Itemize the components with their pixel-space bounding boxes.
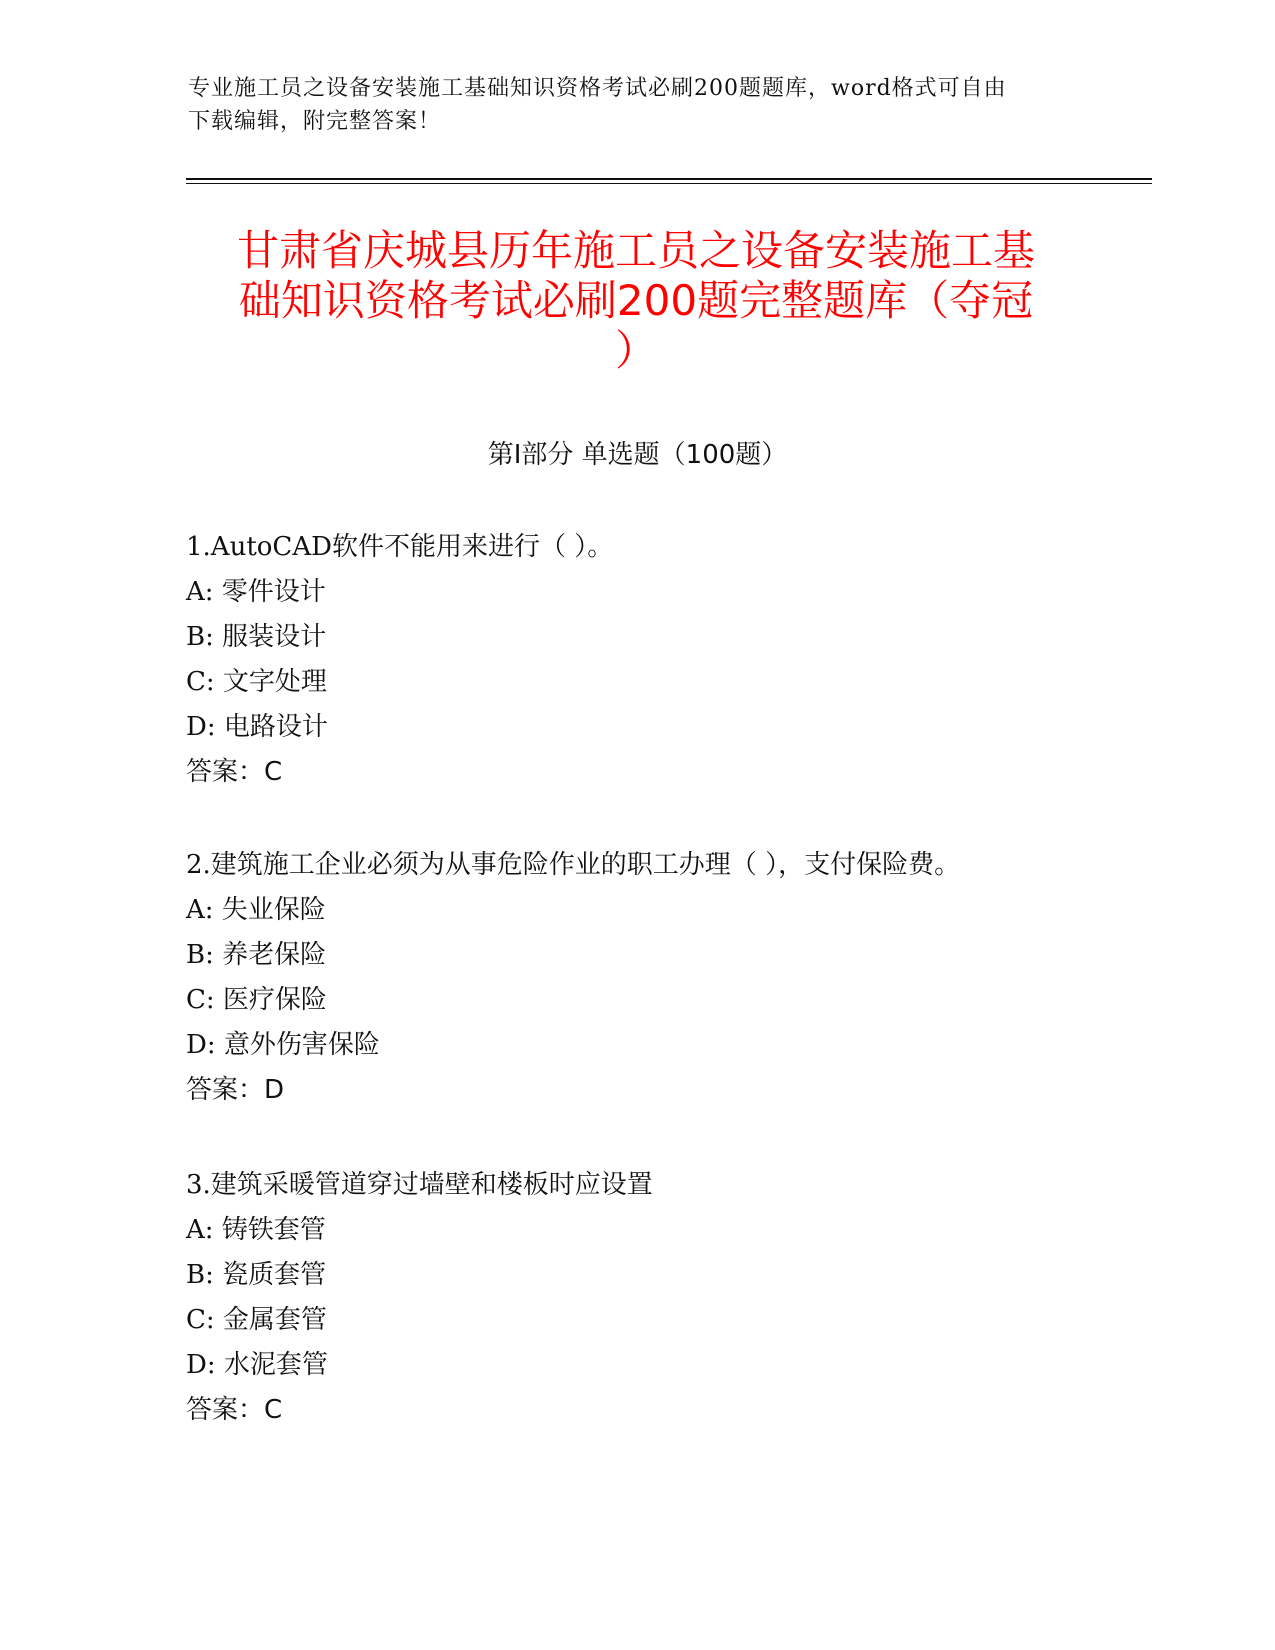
option-b: B: 服装设计 — [186, 622, 327, 652]
header-divider-thick — [186, 178, 1152, 180]
title-line-1: 甘肃省庆城县历年施工员之设备安装施工基 — [236, 226, 1035, 275]
intro-line-2: 下载编辑，附完整答案！ — [188, 109, 442, 134]
intro-text — [188, 72, 1068, 138]
answer: 答案：D — [186, 1075, 285, 1105]
option-c: C: 医疗保险 — [186, 985, 327, 1015]
option-a: A: 失业保险 — [186, 895, 326, 925]
question-stem: 1.AutoCAD软件不能用来进行（ ）。 — [186, 532, 614, 562]
option-c: C: 文字处理 — [186, 667, 327, 697]
question-stem: 3.建筑采暖管道穿过墙壁和楼板时应设置 — [186, 1170, 653, 1200]
question-stem: 2.建筑施工企业必须为从事危险作业的职工办理（ ），支付保险费。 — [186, 850, 961, 880]
option-a: A: 铸铁套管 — [186, 1215, 326, 1245]
option-d: D: 意外伤害保险 — [186, 1030, 380, 1060]
title-line-2: 础知识资格考试必刷200题完整题库（夺冠 — [238, 276, 1034, 325]
option-d: D: 水泥套管 — [186, 1350, 328, 1380]
option-b: B: 养老保险 — [186, 940, 327, 970]
answer: 答案：C — [186, 1395, 283, 1425]
option-b: B: 瓷质套管 — [186, 1260, 327, 1290]
question-1 — [186, 525, 1166, 795]
answer: 答案：C — [186, 757, 283, 787]
question-2 — [186, 843, 1166, 1113]
header-divider-thin — [186, 183, 1152, 184]
option-d: D: 电路设计 — [186, 712, 328, 742]
title-line-3: ） — [614, 326, 657, 375]
option-a: A: 零件设计 — [186, 577, 326, 607]
intro-line-1: 专业施工员之设备安装施工基础知识资格考试必刷200题题库，word格式可自由 — [188, 76, 1007, 101]
option-c: C: 金属套管 — [186, 1305, 327, 1335]
document-title — [196, 226, 1076, 376]
question-3 — [186, 1163, 1166, 1433]
section-heading: 第Ⅰ部分 单选题（100题） — [487, 440, 788, 470]
